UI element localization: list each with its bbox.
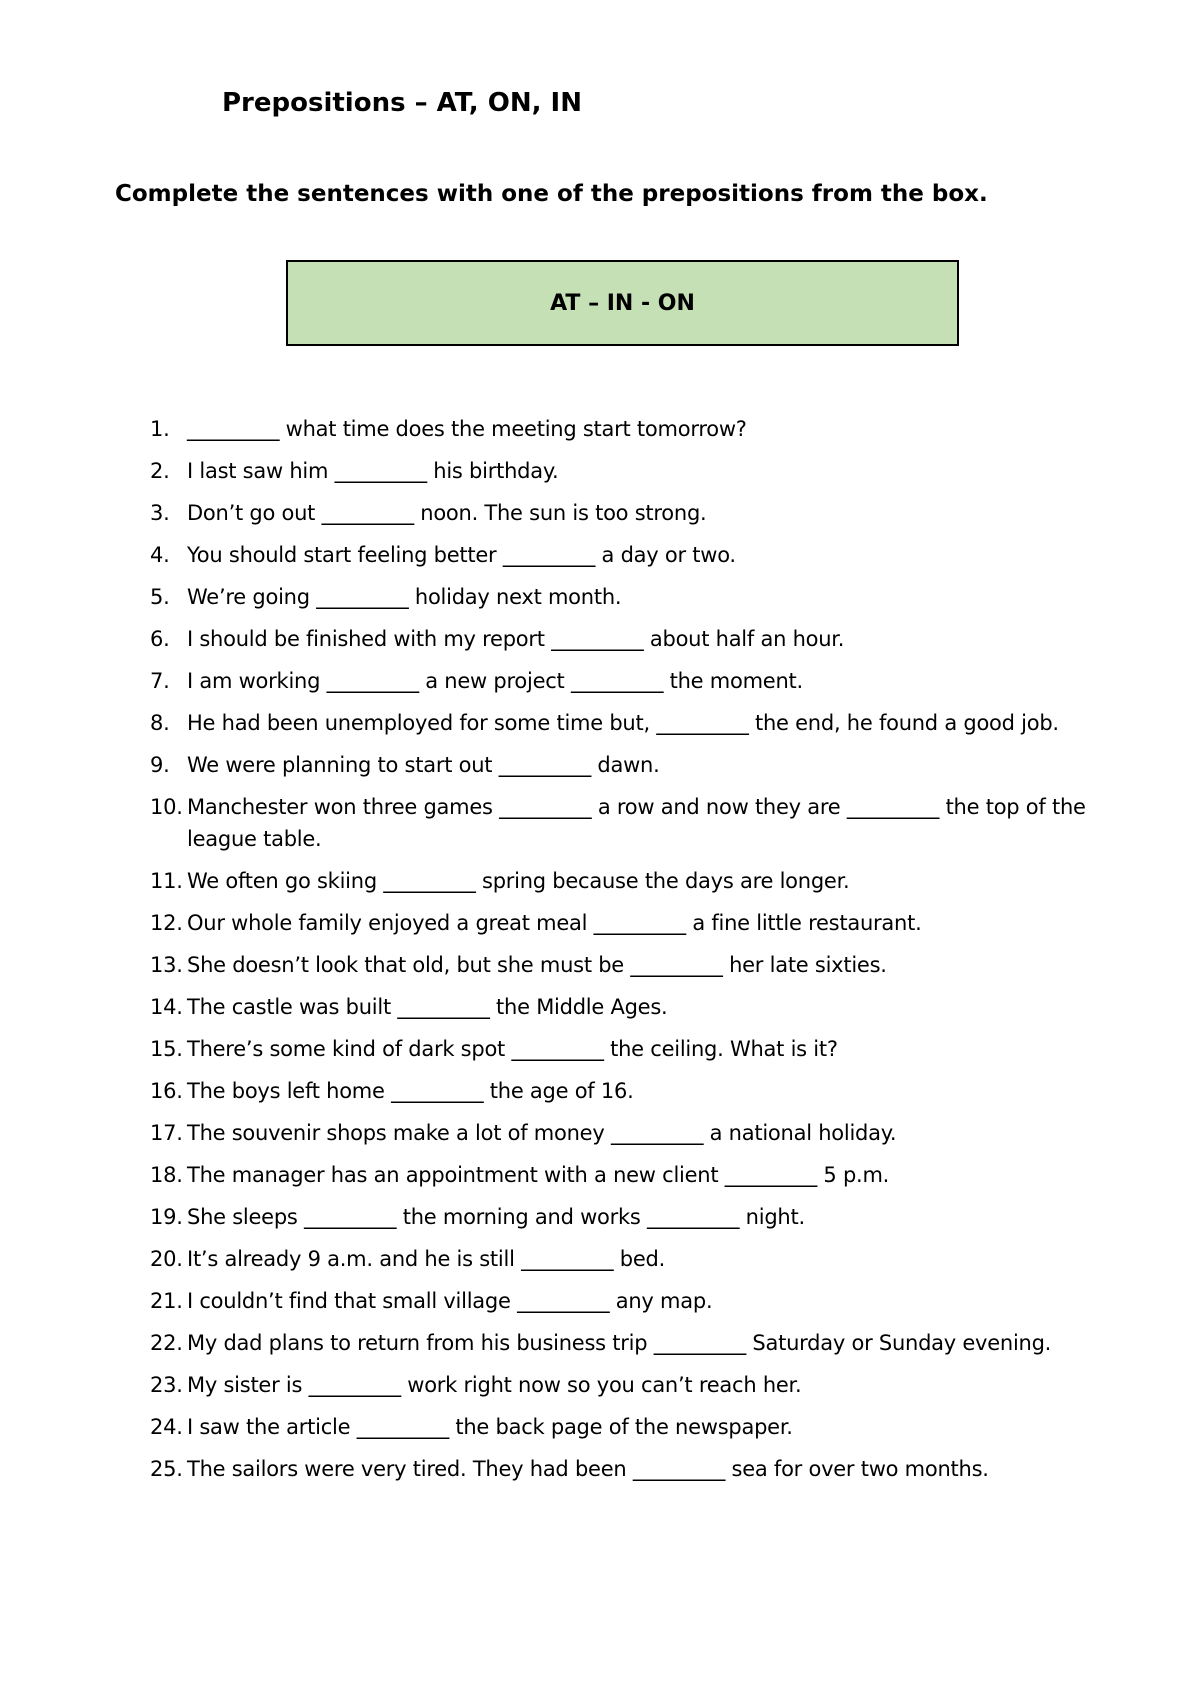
item-sentence: It’s already 9 a.m. and he is still _________ bed.	[187, 1247, 666, 1271]
exercise-item	[150, 791, 1140, 865]
item-sentence: The manager has an appointment with a new client _________ 5 p.m.	[187, 1163, 890, 1187]
item-number: 16.	[150, 1079, 183, 1103]
item-sentence: My sister is _________ work right now so you can’t reach her.	[187, 1373, 802, 1397]
item-sentence: She sleeps _________ the morning and works _________ night.	[187, 1205, 805, 1229]
item-sentence: I am working _________ a new project _________ the moment.	[187, 669, 803, 693]
item-sentence: The boys left home _________ the age of 16.	[187, 1079, 634, 1103]
exercise-item	[150, 1159, 1140, 1201]
item-sentence: She doesn’t look that old, but she must be _________ her late sixties.	[187, 953, 887, 977]
exercise-item	[150, 1075, 1140, 1117]
exercise-item	[150, 991, 1140, 1033]
item-number: 18.	[150, 1163, 183, 1187]
preposition-box	[286, 260, 959, 346]
exercise-item	[150, 865, 1140, 907]
exercise-item	[150, 1117, 1140, 1159]
item-number: 11.	[150, 869, 183, 893]
exercise-item	[150, 1327, 1140, 1369]
item-number: 7.	[150, 669, 170, 693]
item-sentence: The souvenir shops make a lot of money _________ a national holiday.	[187, 1121, 897, 1145]
item-sentence: I couldn’t find that small village _________ any map.	[187, 1289, 713, 1313]
item-sentence: Don’t go out _________ noon. The sun is too strong.	[187, 501, 707, 525]
exercise-item	[150, 581, 1140, 623]
item-sentence: He had been unemployed for some time but, _________ the end, he found a good job.	[187, 711, 1059, 735]
item-number: 1.	[150, 417, 170, 441]
item-sentence: Manchester won three games _________ a row and now they are _________ the top of the league table.	[187, 795, 1086, 851]
exercise-item	[150, 1243, 1140, 1285]
item-sentence: I last saw him _________ his birthday.	[187, 459, 559, 483]
item-number: 17.	[150, 1121, 183, 1145]
exercise-item	[150, 1369, 1140, 1411]
exercise-item	[150, 707, 1140, 749]
item-sentence: The sailors were very tired. They had been _________ sea for over two months.	[187, 1457, 989, 1481]
exercise-item	[150, 749, 1140, 791]
item-number: 22.	[150, 1331, 183, 1355]
item-number: 4.	[150, 543, 170, 567]
item-number: 10.	[150, 795, 183, 819]
exercise-item	[150, 907, 1140, 949]
item-sentence: I saw the article _________ the back page of the newspaper.	[187, 1415, 793, 1439]
exercise-item	[150, 455, 1140, 497]
item-number: 21.	[150, 1289, 183, 1313]
item-number: 9.	[150, 753, 170, 777]
exercise-item	[150, 949, 1140, 991]
item-sentence: Our whole family enjoyed a great meal _________ a fine little restaurant.	[187, 911, 922, 935]
exercise-item	[150, 539, 1140, 581]
worksheet-title: Prepositions – AT, ON, IN	[222, 88, 582, 118]
item-number: 2.	[150, 459, 170, 483]
exercise-list	[150, 413, 1140, 1495]
item-number: 6.	[150, 627, 170, 651]
item-number: 14.	[150, 995, 183, 1019]
item-number: 12.	[150, 911, 183, 935]
exercise-item	[150, 1201, 1140, 1243]
item-number: 19.	[150, 1205, 183, 1229]
item-number: 5.	[150, 585, 170, 609]
item-number: 8.	[150, 711, 170, 735]
item-sentence: My dad plans to return from his business trip _________ Saturday or Sunday evening.	[187, 1331, 1052, 1355]
item-sentence: You should start feeling better _________ a day or two.	[187, 543, 736, 567]
exercise-item	[150, 1033, 1140, 1075]
item-sentence: There’s some kind of dark spot _________ the ceiling. What is it?	[187, 1037, 838, 1061]
exercise-item	[150, 413, 1140, 455]
item-number: 13.	[150, 953, 183, 977]
exercise-item	[150, 665, 1140, 707]
item-number: 3.	[150, 501, 170, 525]
item-number: 15.	[150, 1037, 183, 1061]
item-number: 20.	[150, 1247, 183, 1271]
instruction-text: Complete the sentences with one of the prepositions from the box.	[115, 181, 988, 207]
exercise-item	[150, 497, 1140, 539]
item-number: 23.	[150, 1373, 183, 1397]
exercise-item	[150, 1453, 1140, 1495]
item-sentence: We were planning to start out _________ dawn.	[187, 753, 660, 777]
exercise-item	[150, 1285, 1140, 1327]
item-sentence: _________ what time does the meeting start tomorrow?	[187, 417, 747, 441]
item-number: 25.	[150, 1457, 183, 1481]
item-sentence: We’re going _________ holiday next month.	[187, 585, 622, 609]
item-sentence: I should be finished with my report _________ about half an hour.	[187, 627, 845, 651]
item-number: 24.	[150, 1415, 183, 1439]
exercise-item	[150, 1411, 1140, 1453]
item-sentence: We often go skiing _________ spring because the days are longer.	[187, 869, 850, 893]
preposition-box-text: AT – IN - ON	[550, 290, 695, 316]
item-sentence: The castle was built _________ the Middle Ages.	[187, 995, 668, 1019]
exercise-item	[150, 623, 1140, 665]
